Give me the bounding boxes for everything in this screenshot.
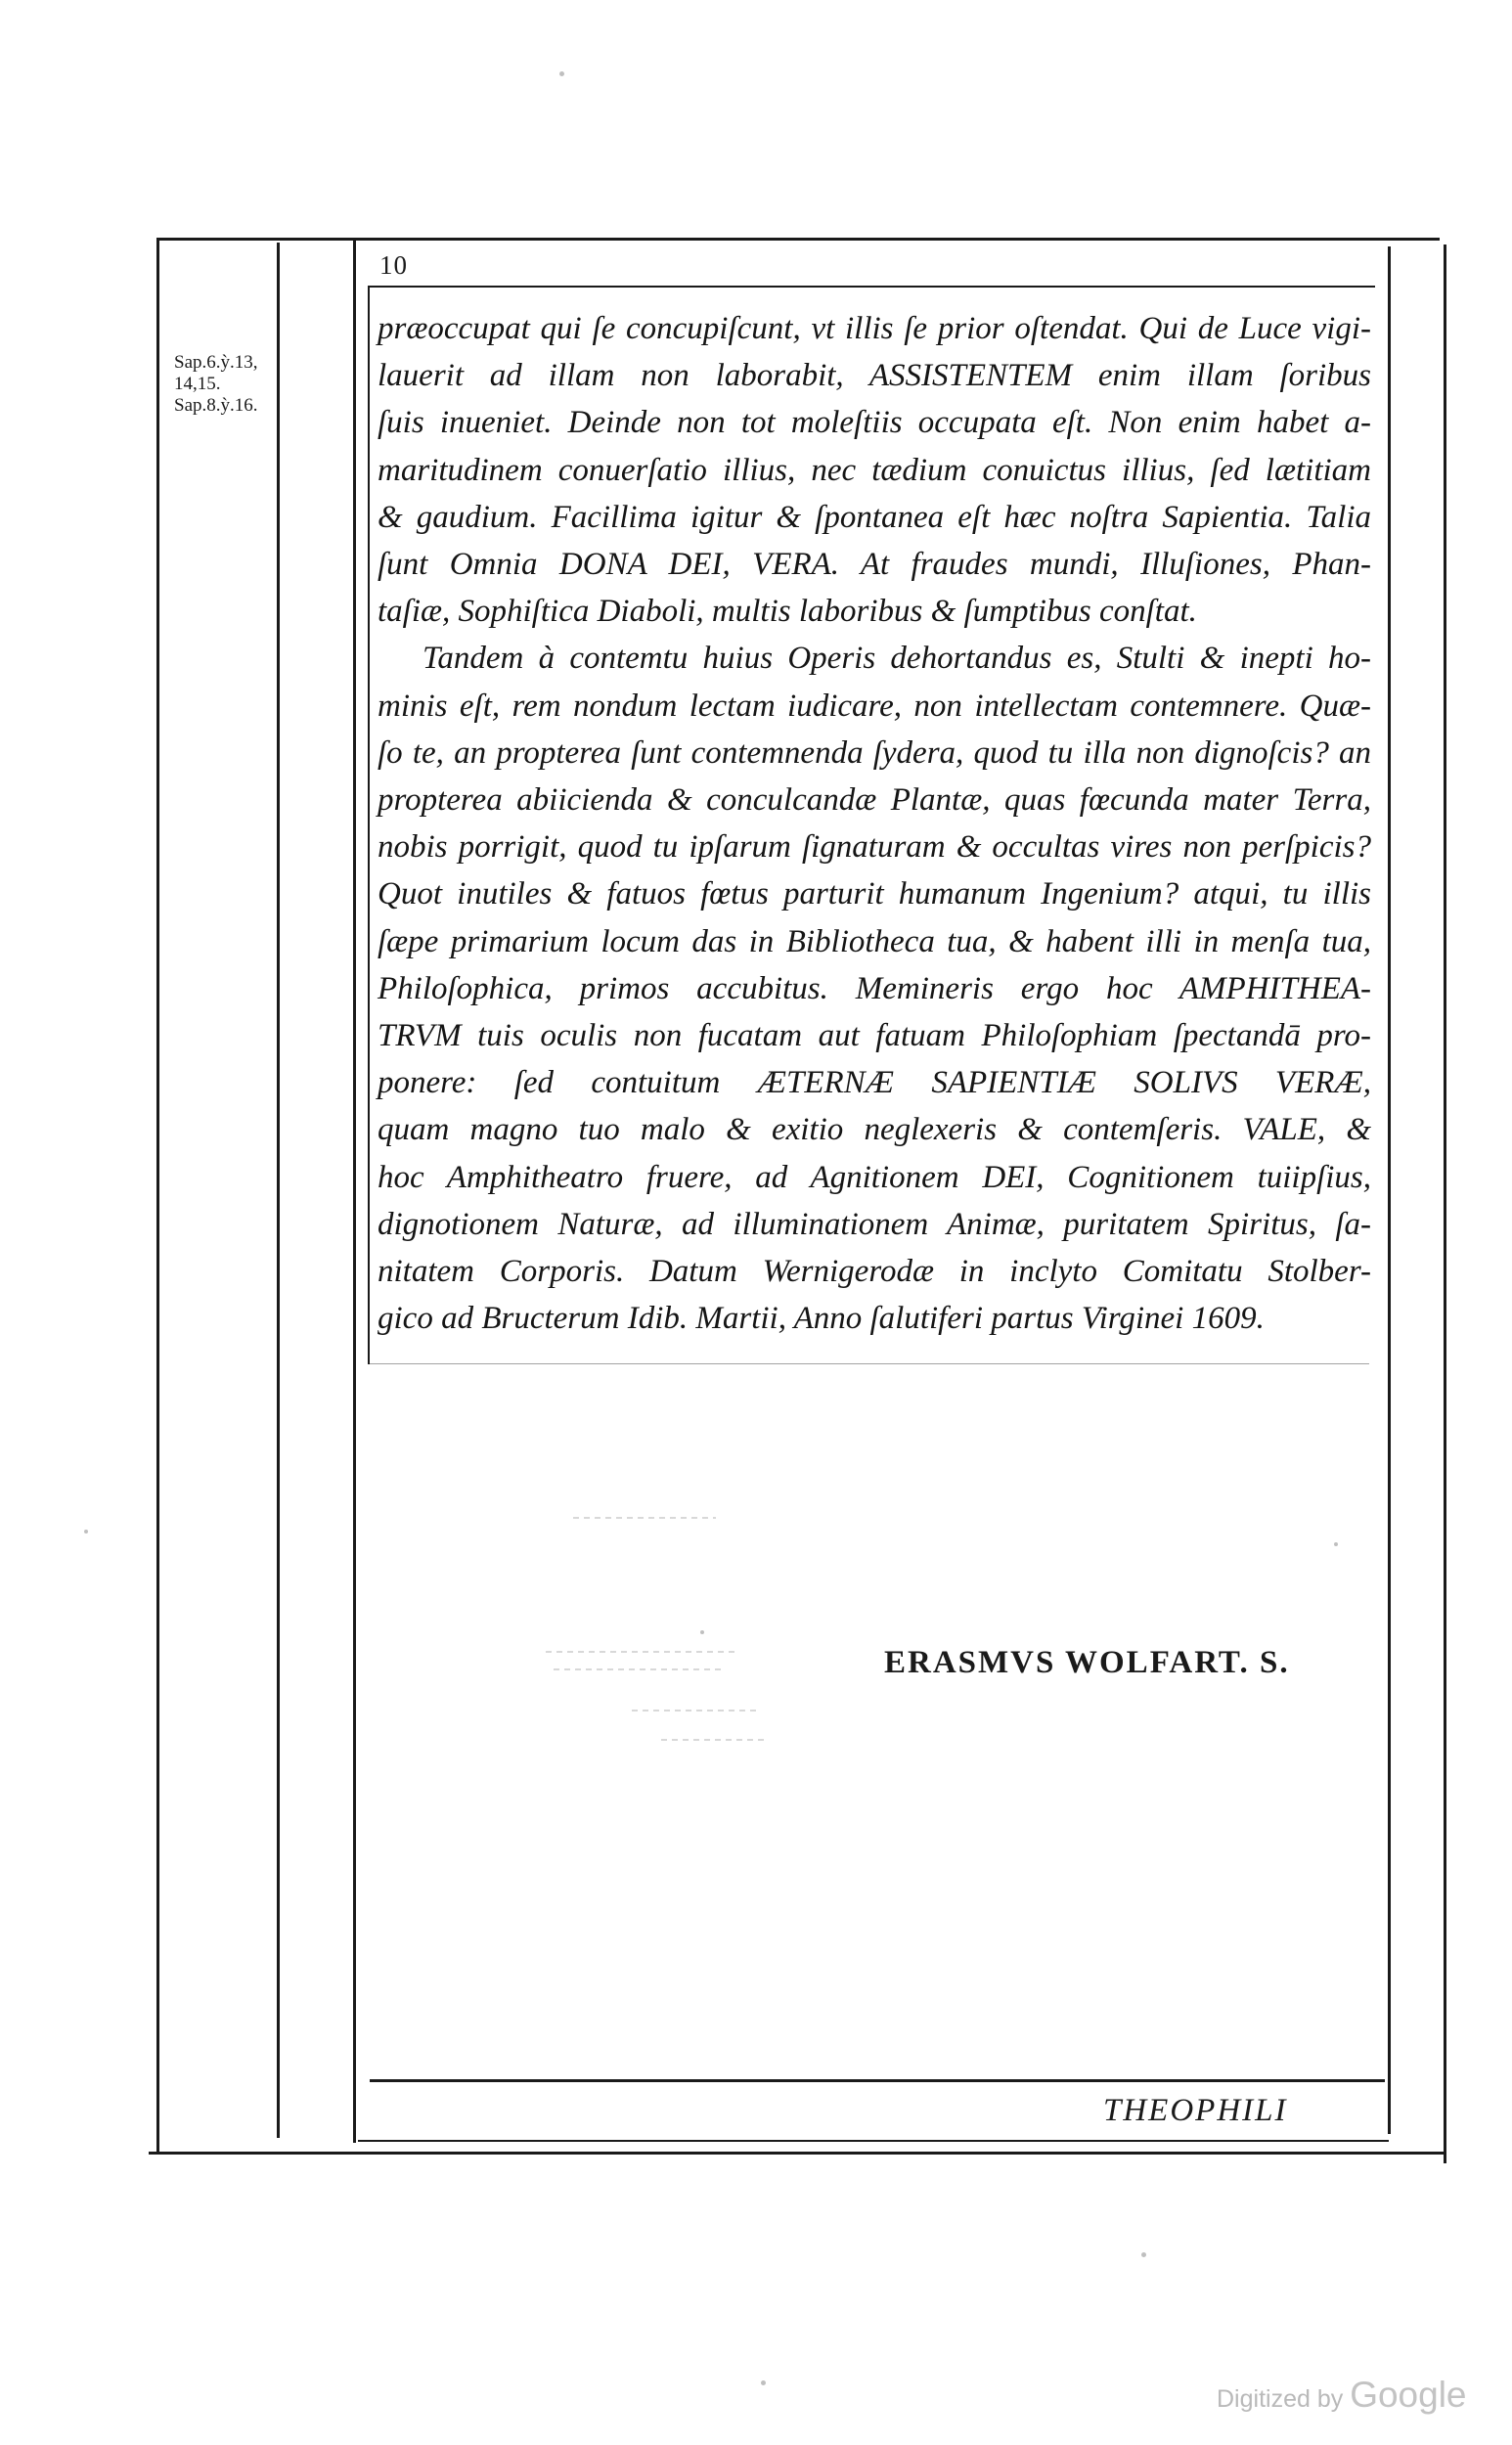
text-line: maritudinem conuerſatio illius, nec tædium conuictus illius, ſed lætitiam bbox=[378, 452, 1371, 488]
google-logo: Google bbox=[1350, 2375, 1467, 2415]
frame-bottom-rule bbox=[149, 2152, 1445, 2155]
text-line: dignotionem Naturæ, ad illuminationem Animæ, puritatem Spiritus, ſa- bbox=[378, 1206, 1371, 1242]
margin-note-line: 14,15. bbox=[174, 374, 221, 394]
ink-speck bbox=[761, 2380, 766, 2385]
margin-note-line: Sap.8.ỳ.16. bbox=[174, 395, 258, 416]
faint-smudge bbox=[554, 1668, 726, 1670]
author-signature: ERASMVS WOLFART. S. bbox=[884, 1645, 1290, 1680]
text-line: Philoſophica, primos accubitus. Memineris ergo hoc AMPHITHEA- bbox=[378, 970, 1371, 1006]
frame-top-rule bbox=[156, 238, 1440, 241]
text-line: Tandem à contemtu huius Operis dehortandus es, Stulti & inepti ho- bbox=[422, 641, 1371, 677]
ink-speck bbox=[700, 1630, 704, 1634]
footer-rule bbox=[370, 2079, 1385, 2082]
faint-smudge bbox=[632, 1710, 759, 1712]
ink-speck bbox=[1334, 1542, 1338, 1546]
body-text bbox=[378, 305, 1371, 1342]
text-line: hoc Amphitheatro fruere, ad Agnitionem DEI, Cognitionem tuiipſius, bbox=[378, 1159, 1371, 1195]
frame-outer-right-rule bbox=[1444, 244, 1446, 2163]
faint-smudge bbox=[661, 1739, 769, 1741]
faint-smudge bbox=[546, 1651, 737, 1653]
text-line: gico ad Bructerum Idib. Martii, Anno ſalutiferi partus Virginei 1609. bbox=[378, 1301, 1265, 1337]
text-line: propterea abiicienda & conculcandæ Plantæ, quas fœcunda mater Terra, bbox=[378, 782, 1371, 819]
text-line: Quot inutiles & fatuos fœtus parturit humanum Ingenium? atqui, tu illis bbox=[378, 876, 1371, 912]
margin-note bbox=[174, 352, 299, 417]
frame-margin-right-rule bbox=[277, 243, 280, 2138]
text-line: ſuis inueniet. Deinde non tot moleſtiis occupata eſt. Non enim habet a- bbox=[378, 405, 1371, 441]
text-line: ſæpe primarium locum das in Bibliotheca tua, & habent illi in menſa tua, bbox=[378, 923, 1371, 959]
text-line: nobis porrigit, quod tu ipſarum ſignaturam & occultas vires non perſpicis? bbox=[378, 829, 1371, 866]
text-line: TRVM tuis oculis non fucatam aut fatuam Philoſophiam ſpectandā pro- bbox=[378, 1018, 1371, 1054]
text-line: & gaudium. Facillima igitur & ſpontanea eſt hæc noſtra Sapientia. Talia bbox=[378, 499, 1371, 535]
margin-note-line: Sap.6.ỳ.13, bbox=[174, 352, 258, 373]
frame-inner-right-rule bbox=[1388, 246, 1391, 2134]
frame-bottom-shadow-rule bbox=[358, 2140, 1389, 2142]
ink-speck bbox=[84, 1530, 88, 1534]
text-line: nitatem Corporis. Datum Wernigerodæ in inclyto Comitatu Stolber- bbox=[378, 1254, 1371, 1290]
text-block-bottom-rule bbox=[368, 1363, 1369, 1364]
watermark-prefix: Digitized by bbox=[1217, 2385, 1344, 2413]
frame-left-outer-rule bbox=[156, 238, 159, 2155]
digitized-watermark bbox=[1217, 2375, 1467, 2416]
header-rule bbox=[368, 286, 1375, 288]
text-line: ponere: ſed contuitum ÆTERNÆ SAPIENTIÆ SOLIVS VERÆ, bbox=[378, 1065, 1371, 1101]
text-block-left-rule bbox=[368, 286, 370, 1364]
text-line: ſunt Omnia DONA DEI, VERA. At fraudes mundi, Illuſiones, Phan- bbox=[378, 547, 1371, 583]
text-line: lauerit ad illam non laborabit, ASSISTENTEM enim illam ſoribus bbox=[378, 358, 1371, 394]
catchword: THEOPHILI bbox=[1103, 2093, 1288, 2128]
text-line: ſo te, an propterea ſunt contemnenda ſydera, quod tu illa non dignoſcis? an bbox=[378, 734, 1371, 771]
text-line: præoccupat qui ſe concupiſcunt, vt illis ſe prior oſtendat. Qui de Luce vigi- bbox=[378, 311, 1371, 346]
frame-text-left-rule bbox=[353, 241, 356, 2143]
faint-smudge bbox=[573, 1517, 716, 1519]
ink-speck bbox=[559, 71, 564, 76]
text-line: minis eſt, rem nondum lectam iudicare, non intellectam contemnere. Quæ- bbox=[378, 688, 1371, 724]
text-line: quam magno tuo malo & exitio neglexeris & contemſeris. VALE, & bbox=[378, 1112, 1371, 1148]
ink-speck bbox=[1141, 2252, 1146, 2257]
text-line: taſiæ, Sophiſtica Diaboli, multis laboribus & ſumptibus conſtat. bbox=[378, 594, 1197, 630]
page-number: 10 bbox=[379, 250, 408, 280]
